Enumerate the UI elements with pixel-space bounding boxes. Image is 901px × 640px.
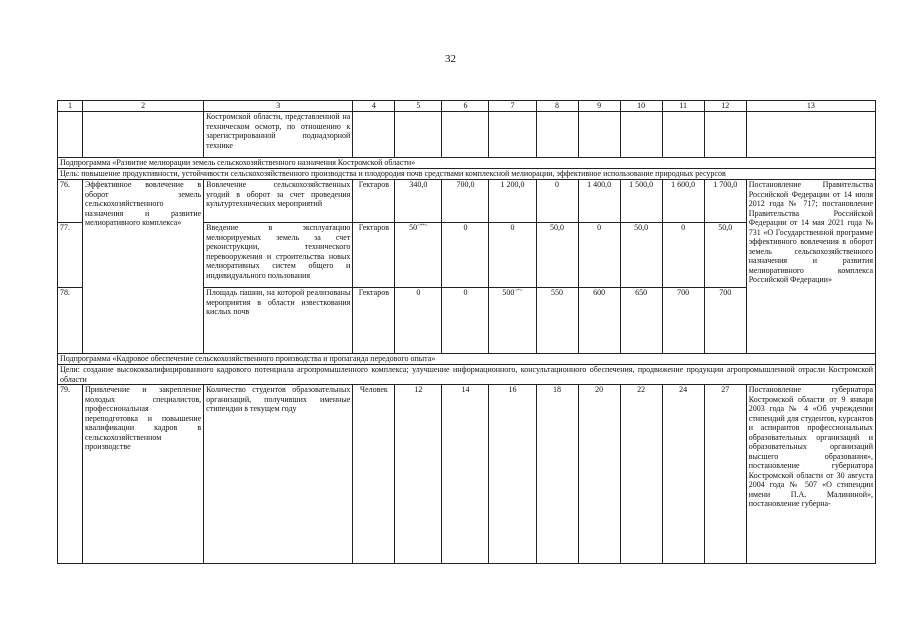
footnote-mark: <**> xyxy=(417,224,428,229)
task-cell: Привлечение и закрепление молодых специалистов, профессиональная переподготовка и повышение квалификации кадров в сельскохозяйственном производстве xyxy=(83,385,204,564)
subprogram-title-row xyxy=(58,158,876,169)
column-number: 1 xyxy=(58,101,83,112)
subprogram-goal: Цель: повышение продуктивности, устойчивости сельскохозяйственного производства и плодородия почв средствами комплексной мелиорации, эффективное использование природных ресурсов xyxy=(58,169,876,180)
value-cell: 12 xyxy=(395,385,442,564)
basis-cell: Постановление Правительства Российской Федерации от 14 июля 2012 года № 717; постановление Правительства Российской Федерации от 14 мая 2021 года № 731 «О Государственной программе эффективного вовлечения в оборот земель сельскохозяйственного назначения и развития мелиоративного комплекса Российской Федерации» xyxy=(746,180,875,354)
table-row xyxy=(58,385,876,564)
column-number-row xyxy=(58,101,876,112)
continuation-row xyxy=(58,112,876,158)
subprogram-goal-row xyxy=(58,169,876,180)
indicators-table xyxy=(57,100,876,564)
value-cell: 1 500,0 xyxy=(620,180,662,223)
indicator-cell: Площадь пашни, на которой реализованы мероприятия в области известкования кислых почв xyxy=(204,288,353,354)
value-cell: 18 xyxy=(536,385,578,564)
column-number: 6 xyxy=(442,101,489,112)
row-number: 79. xyxy=(58,385,83,564)
column-number: 10 xyxy=(620,101,662,112)
indicator-cell: Количество студентов образовательных организаций, получивших именные стипендии в текущем году xyxy=(204,385,353,564)
column-number: 8 xyxy=(536,101,578,112)
value-cell: 700 xyxy=(662,288,704,354)
page-number: 32 xyxy=(445,53,456,65)
value-cell: 700 xyxy=(704,288,746,354)
column-number: 13 xyxy=(746,101,875,112)
subprogram-goal-row xyxy=(58,365,876,385)
column-number: 7 xyxy=(489,101,536,112)
column-number: 12 xyxy=(704,101,746,112)
value-cell: 0 xyxy=(662,223,704,288)
footnote-mark: <*> xyxy=(514,289,523,294)
table-row xyxy=(58,180,876,223)
subprogram-title: Подпрограмма «Развитие мелиорации земель сельскохозяйственного назначения Костромской области» xyxy=(58,158,876,169)
indicator-cell: Вовлечение сельскохозяйственных угодий в оборот за счет проведения культуртехнических мероприятий xyxy=(204,180,353,223)
subprogram-goal: Цели: создание высококвалифицированного кадрового потенциала агропромышленного комплекса; улучшение информационного, консультационного обеспечения, продвижение продукции агропромышленной отрасли Костромской области xyxy=(58,365,876,385)
value-cell: 14 xyxy=(442,385,489,564)
column-number: 4 xyxy=(353,101,395,112)
indicator-cell: Введение в эксплуатацию мелиорируемых земель за счет реконструкции, технического перевооружения и строительства новых мелиоративных систем общего и индивидуального пользования xyxy=(204,223,353,288)
value-cell: 20 xyxy=(578,385,620,564)
value-cell: 50,0 xyxy=(536,223,578,288)
unit-cell: Человек xyxy=(353,385,395,564)
value-cell: 27 xyxy=(704,385,746,564)
value-cell: 1 700,0 xyxy=(704,180,746,223)
row-number: 77. xyxy=(58,223,83,288)
unit-cell: Гектаров xyxy=(353,223,395,288)
value-cell: 650 xyxy=(620,288,662,354)
column-number: 9 xyxy=(578,101,620,112)
unit-cell: Гектаров xyxy=(353,288,395,354)
value-cell: 24 xyxy=(662,385,704,564)
task-cell: Эффективное вовлечение в оборот земель сельскохозяйственного назначения и развитие мелиоративного комплекса» xyxy=(83,180,204,354)
unit-cell: Гектаров xyxy=(353,180,395,223)
value-cell: 1 400,0 xyxy=(578,180,620,223)
value-cell: 1 200,0 xyxy=(489,180,536,223)
value-cell: 700,0 xyxy=(442,180,489,223)
value-text: 500 xyxy=(502,288,515,297)
value-cell: 600 xyxy=(578,288,620,354)
value-cell: 0 xyxy=(489,223,536,288)
value-cell: 0 xyxy=(536,180,578,223)
column-number: 5 xyxy=(395,101,442,112)
value-cell: 0 xyxy=(578,223,620,288)
column-number: 2 xyxy=(83,101,204,112)
value-cell: 0 xyxy=(395,288,442,354)
row-number: 76. xyxy=(58,180,83,223)
subprogram-title-row xyxy=(58,354,876,365)
value-cell xyxy=(489,288,536,354)
subprogram-title: Подпрограмма «Кадровое обеспечение сельскохозяйственного производства и пропаганда передового опыта» xyxy=(58,354,876,365)
value-cell: 22 xyxy=(620,385,662,564)
value-cell: 50,0 xyxy=(704,223,746,288)
value-cell: 16 xyxy=(489,385,536,564)
value-cell xyxy=(395,223,442,288)
column-number: 11 xyxy=(662,101,704,112)
value-cell: 50,0 xyxy=(620,223,662,288)
value-cell: 1 600,0 xyxy=(662,180,704,223)
value-cell: 340,0 xyxy=(395,180,442,223)
basis-cell: Постановление губернатора Костромской области от 9 января 2003 года № 4 «Об учреждении стипендий для студентов, курсантов и аспирантов профессиональных образовательных организаций и образовательных организаций высшего образования», постановление губернатора Костромской области от 30 августа 2004 года № 507 «О стипендии имени П.А. Малининой», постановление губерна- xyxy=(746,385,875,564)
value-text: 50 xyxy=(409,223,418,232)
row-number: 78. xyxy=(58,288,83,354)
value-cell: 550 xyxy=(536,288,578,354)
value-cell: 0 xyxy=(442,288,489,354)
indicator-cell: Костромской области, представленной на техническом осмотр, по отношению к зарегистрированной поднадзорной технике xyxy=(204,112,353,158)
value-cell: 0 xyxy=(442,223,489,288)
column-number: 3 xyxy=(204,101,353,112)
